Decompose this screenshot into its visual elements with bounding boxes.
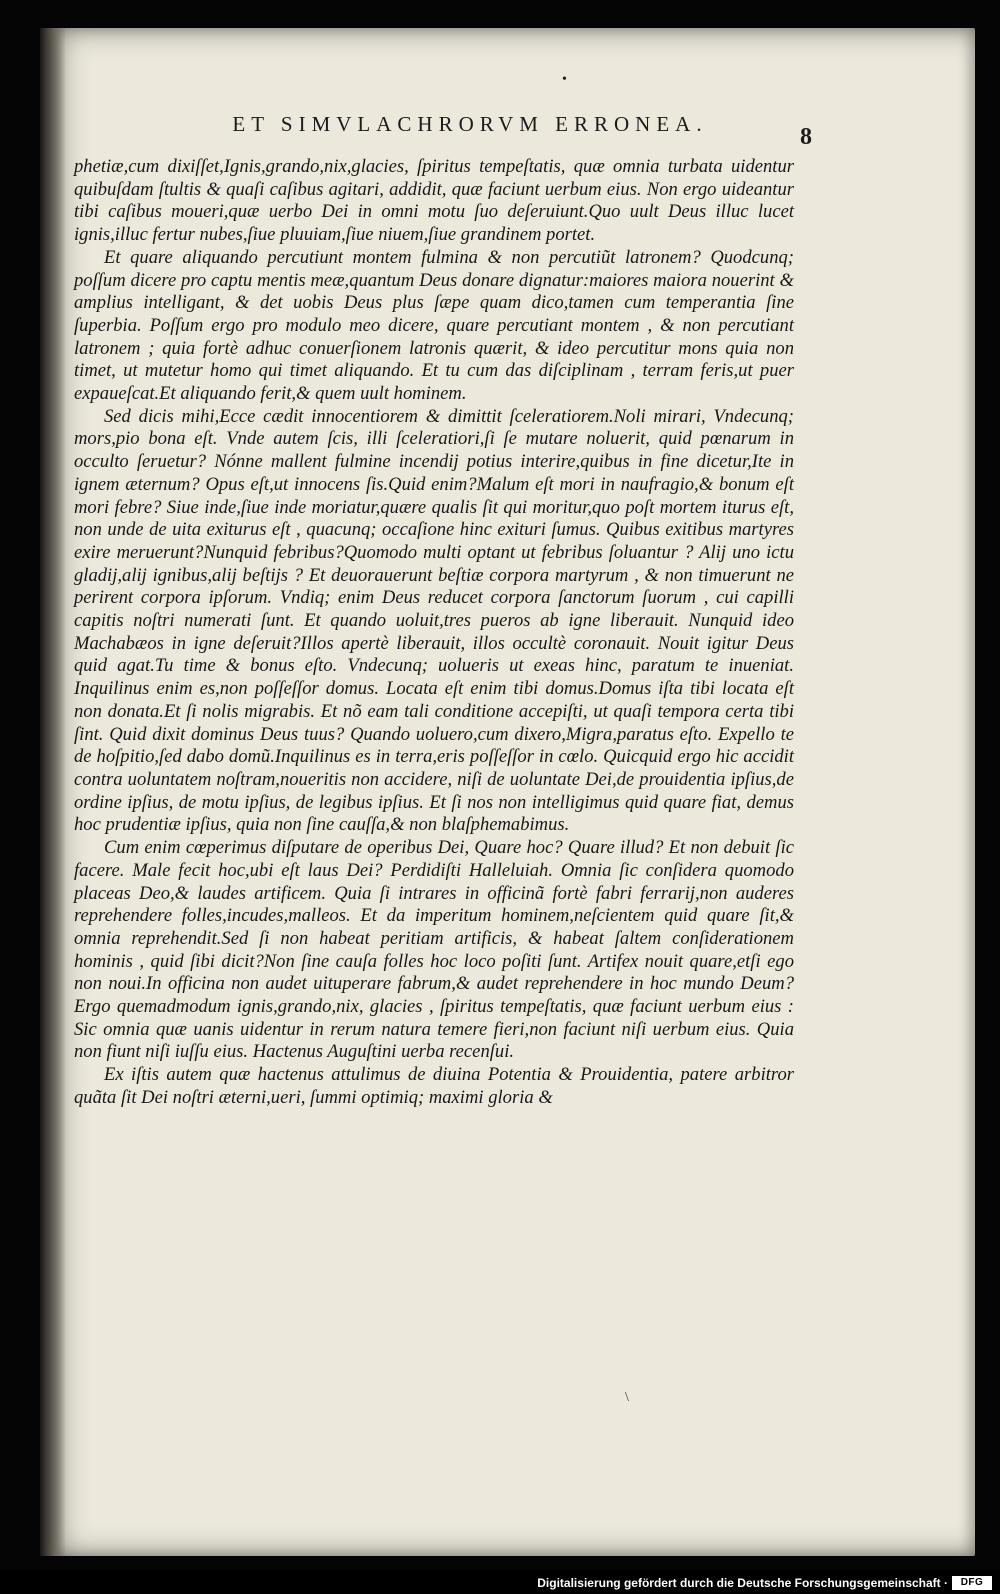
paragraph: Cum enim cœperimus diſputare de operibus Dei, Quare hoc? Quare illud? Et non debuit ſic facere. Male fecit hoc,ubi eſt laus Dei? Perdidiſti Halleluiah. Omnia ſic conſidera quomodo placeas Deo,& laudes artificem. Quia ſi intrares in officinã fortè fabri ferrarij,non auderes reprehendere folles,incudes,malleos. Et da imperitum hominem,neſcientem quid quare ſit,& omnia reprehendit.Sed ſi non habeat peritiam artificis, & habeat ſaltem conſiderationem hominis , quid ſibi dicit?Non ſine cauſa folles hoc loco poſiti ſunt. Artifex nouit quare,etſi ego non noui.In officina non audet uituperare fabrum,& audet reprehendere in hoc mundo Deum? Ergo quemadmodum ignis,grando,nix, glacies , ſpiritus tempeſtatis, quæ faciunt uerbum eius : Sic omnia quæ uanis uidentur in rerum natura temere fieri,non faciunt niſi uerbum eius. Quia non fiunt niſi iuſſu eius. Hactenus Auguſtini uerba recenſui.: [74, 837, 794, 1063]
ink-dot: •: [562, 72, 567, 87]
page-number: 8: [800, 124, 812, 150]
running-head: ET SIMVLACHRORVM ERRONEA.: [232, 112, 708, 136]
funding-credit: Digitalisierung gefördert durch die Deutsche Forschungsgemeinschaft ·: [537, 1576, 948, 1590]
stray-ink-mark: \: [625, 1390, 629, 1405]
digitization-footer: [0, 1570, 1000, 1594]
dfg-logo: DFG: [952, 1576, 992, 1590]
paragraph: phetiæ,cum dixiſſet,Ignis,grando,nix,glacies, ſpiritus tempeſtatis, quæ omnia turbata uidentur quibuſdam ſtultis & quaſi caſibus agitari, addidit, quæ faciunt uerbum eius. Non ergo uideantur tibi caſibus moueri,quæ uerbo Dei in omni motu ſuo deſeruiunt.Quo uult Deus illuc lucet ignis,illuc fertur nubes,ſiue pluuiam,ſiue niuem,ſiue grandinem portet.: [74, 156, 794, 246]
paragraph: Ex iſtis autem quæ hactenus attulimus de diuina Potentia & Prouidentia, patere arbitror quãta ſit Dei noſtri æterni,ueri, ſummi optimiq; maximi gloria &: [74, 1064, 794, 1108]
body-text: [74, 156, 794, 1110]
book-page: [40, 28, 975, 1556]
paragraph: Sed dicis mihi,Ecce cædit innocentiorem & dimittit ſceleratiorem.Noli mirari, Vndecunq; mors,pio bona eſt. Vnde autem ſcis, illi ſceleratiori,ſi ſe mutare noluerit, quid pœnarum in occulto ſeruetur? Nónne mallent fulmine incendij potius interire,quibus in fine dicetur,Ite in ignem æternum? Opus eſt,ut innocens ſis.Quid enim?Malum eſt mori in naufragio,& bonum eſt mori febre? Siue inde,ſiue inde moriatur,quære qualis ſit qui moritur,quo poſt mortem iturus eſt, non unde de uita exiturus eſt , quacunq; occaſione hinc exituri ſumus. Quibus exitibus martyres exire meruerunt?Nunquid febribus?Quomodo multi optant ut febribus ſoluantur ? Alij uno ictu gladij,alij ignibus,alij beſtijs ? Et deuorauerunt beſtiæ corpora martyrum , & non timuerunt ne perirent corpora ipſorum. Vndiq; enim Deus reducet corpora ſanctorum ſuorum , cui capilli capitis noſtri numerati ſunt. Et quando uoluit,tres pueros ab igne liberauit. Nunquid ideo Machabæos in igne deſeruit?Illos apertè liberauit, illos occultè coronauit. Nouit igitur Deus quid agat.Tu time & bonus eſto. Vndecunq; uolueris ut exeas hinc, paratum te inueniat. Inquilinus enim es,non poſſeſſor domus. Locata eſt enim tibi domus.Domus iſta tibi locata eſt non donata.Et ſi nolis migrabis. Et nõ eam tali conditione accepiſti, ut quaſi tempora certa tibi ſint. Quid dixit dominus Deus tuus? Quando uoluero,cum dixero,Migra,paratus eſto. Expello te de hoſpitio,ſed dabo domũ.Inquilinus es in terra,eris poſſeſſor in cœlo. Quicquid ergo hic accidit contra uoluntatem noſtram,noueritis non accidere, niſi de uoluntate Dei,de prouidentia ipſius,de ordine ipſius, de motu ipſius, de legibus ipſius. Et ſi nos non intelligimus quid quare fiat, demus hoc prudentiæ ipſius, quia non ſine cauſſa,& non blaſphemabimus.: [74, 405, 794, 836]
paragraph: Et quare aliquando percutiunt montem fulmina & non percutiũt latronem? Quodcunq; poſſum dicere pro captu mentis meæ,quantum Deus donare dignatur:maiores maiora nouerint & amplius intelligant, & det uobis Deus plus ſæpe quam dico,tamen cum temperantia ſine ſuperbia. Poſſum ergo pro modulo meo dicere, quare percutiant montem , & non percutiant latronem ; quia fortè adhuc conuerſionem latronis quærit, & ideo percutitur mons quia non timet, ut mutetur homo qui timet aliquando. Et tu cum das diſciplinam , terram feris,ut puer expaueſcat.Et aliquando ferit,& quem uult hominem.: [74, 246, 794, 405]
page-gutter-shadow: [40, 28, 66, 1556]
